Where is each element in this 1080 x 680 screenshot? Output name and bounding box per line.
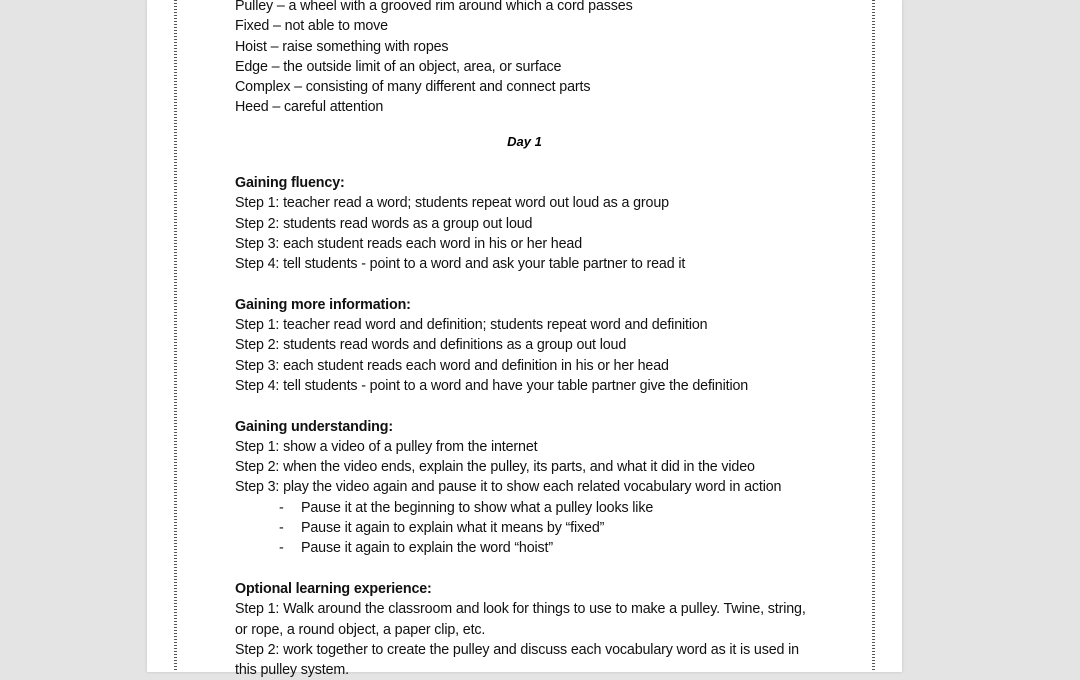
sub-item: - Pause it again to explain what it means by “fixed” — [279, 520, 605, 537]
vocab-item: Hoist – raise something with ropes — [235, 38, 449, 55]
day-heading: Day 1 — [507, 134, 542, 149]
vocab-item: Edge – the outside limit of an object, area, or surface — [235, 58, 562, 75]
step: Step 2: students read words and definitions as a group out loud — [235, 337, 627, 354]
step: Step 1: teacher read a word; students repeat word out loud as a group — [235, 195, 669, 212]
section-heading: Gaining more information: — [235, 296, 411, 313]
vocab-item: Fixed – not able to move — [235, 18, 388, 35]
vocab-item: Pulley – a wheel with a grooved rim around which a cord passes — [235, 0, 633, 14]
step: Step 3: each student reads each word in his or her head — [235, 235, 583, 252]
step: Step 1: show a video of a pulley from the internet — [235, 438, 538, 455]
step: Step 4: tell students - point to a word and ask your table partner to read it — [235, 256, 686, 273]
vocab-item: Heed – careful attention — [235, 99, 384, 116]
step: Step 2: students read words as a group out loud — [235, 215, 533, 232]
sub-item-text: Pause it again to explain the word “hoist” — [301, 540, 553, 557]
section-heading: Gaining fluency: — [235, 175, 345, 191]
step: Step 3: play the video again and pause it to show each related vocabulary word in action — [235, 479, 782, 496]
lesson-body — [235, 173, 835, 680]
step: Step 2: when the video ends, explain the pulley, its parts, and what it did in the video — [235, 459, 755, 476]
vocab-item: Complex – consisting of many different and connect parts — [235, 79, 591, 96]
sub-item-text: Pause it again to explain what it means by “fixed” — [301, 520, 605, 537]
vocabulary-list — [235, 0, 835, 118]
step: Step 1: teacher read word and definition; students repeat word and definition — [235, 317, 708, 334]
sub-item-text: Pause it at the beginning to show what a pulley looks like — [301, 499, 654, 516]
step: Step 1: Walk around the classroom and look for things to use to make a pulley. Twine, string, or rope, a round object, a paper clip, etc. — [235, 601, 806, 638]
step: Step 3: each student reads each word and definition in his or her head — [235, 357, 669, 374]
section-heading: Gaining understanding: — [235, 418, 393, 435]
step: Step 4: tell students - point to a word and have your table partner give the definition — [235, 377, 749, 394]
page-border-left — [174, 0, 177, 672]
page-border-right — [872, 0, 875, 672]
document-page — [147, 0, 902, 679]
sub-item: - Pause it again to explain the word “hoist” — [279, 540, 553, 557]
step: Step 2: work together to create the pulley and discuss each vocabulary word as it is used in this pulley system. — [235, 641, 799, 679]
section-heading: Optional learning experience: — [235, 580, 432, 597]
sub-item: - Pause it at the beginning to show what a pulley looks like — [279, 499, 654, 516]
